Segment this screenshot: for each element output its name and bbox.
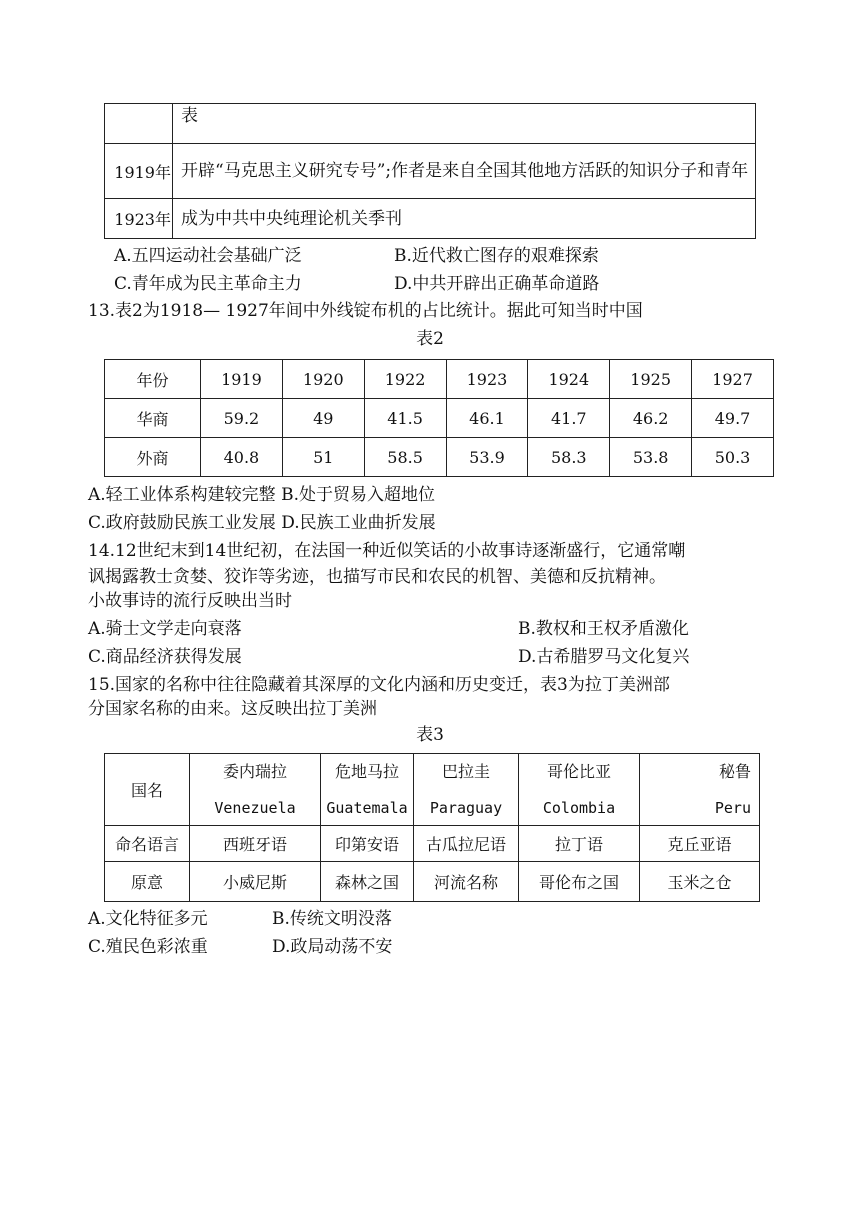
header-cell: 1927 bbox=[692, 360, 774, 399]
q14-option-c: C.商品经济获得发展 bbox=[88, 647, 242, 667]
header-cell: 1923 bbox=[446, 360, 528, 399]
table-cell: 41.5 bbox=[364, 399, 446, 438]
table-2-caption: 表2 bbox=[416, 329, 444, 349]
question-13-stem: 13.表2为1918— 1927年间中外线锭布机的占比统计。据此可知当时中国 bbox=[88, 301, 643, 321]
description-cell: 成为中共中央纯理论机关季刊 bbox=[173, 199, 756, 239]
row-label-cell: 命名语言 bbox=[105, 826, 190, 862]
row-label-cell: 外商 bbox=[105, 438, 201, 477]
table-row bbox=[105, 754, 760, 826]
question-14-stem-line: 14.12世纪末到14世纪初，在法国一种近似笑话的小故事诗逐渐盛行，它通常嘲 bbox=[88, 541, 686, 561]
country-name-en: Paraguay bbox=[429, 798, 503, 817]
history-table bbox=[104, 103, 756, 239]
table-cell: 克丘亚语 bbox=[640, 826, 760, 862]
year-cell bbox=[105, 104, 173, 144]
q14-option-b: B.教权和王权矛盾激化 bbox=[518, 619, 689, 639]
country-name-en: Venezuela bbox=[214, 798, 296, 817]
table-row bbox=[105, 862, 760, 902]
header-cell: 1925 bbox=[610, 360, 692, 399]
q12-option-c: C.青年成为民主革命主力 bbox=[114, 274, 302, 294]
table-cell: 森林之国 bbox=[321, 862, 414, 902]
table-row bbox=[105, 438, 774, 477]
description-cell: 开辟“马克思主义研究专号”;作者是来自全国其他地方活跃的知识分子和青年 bbox=[173, 144, 756, 199]
country-name-cn: 危地马拉 bbox=[334, 761, 399, 781]
table-cell: 拉丁语 bbox=[519, 826, 640, 862]
table-header-row bbox=[105, 360, 774, 399]
table-cell: 58.5 bbox=[364, 438, 446, 477]
q12-option-a: A.五四运动社会基础广泛 bbox=[114, 246, 302, 266]
table-cell: 玉米之仓 bbox=[640, 862, 760, 902]
year-cell: 1919年 bbox=[105, 144, 173, 199]
question-15-stem-line: 15.国家的名称中往往隐藏着其深厚的文化内涵和历史变迁，表3为拉丁美洲部 bbox=[88, 675, 670, 695]
q14-option-d: D.古希腊罗马文化复兴 bbox=[518, 647, 690, 667]
year-cell: 1923年 bbox=[105, 199, 173, 239]
table-3-caption: 表3 bbox=[416, 725, 444, 745]
table-row bbox=[105, 199, 756, 239]
q15-option-a: A.文化特征多元 bbox=[88, 909, 208, 929]
table-cell: 西班牙语 bbox=[190, 826, 321, 862]
table-cell: 59.2 bbox=[201, 399, 283, 438]
row-label-cell: 国名 bbox=[105, 754, 190, 826]
q12-option-d: D.中共开辟出正确革命道路 bbox=[394, 274, 600, 294]
question-15-stem-line: 分国家名称的由来。这反映出拉丁美洲 bbox=[88, 699, 377, 719]
row-label-cell: 华商 bbox=[105, 399, 201, 438]
table-cell: 印第安语 bbox=[321, 826, 414, 862]
table-row bbox=[105, 104, 756, 144]
country-cell bbox=[414, 754, 519, 826]
table-row bbox=[105, 144, 756, 199]
country-cell bbox=[640, 754, 760, 826]
table-cell: 53.8 bbox=[610, 438, 692, 477]
question-14-stem-line: 讽揭露教士贪婪、狡诈等劣迹，也描写市民和农民的机智、美德和反抗精神。 bbox=[88, 567, 666, 587]
header-cell: 年份 bbox=[105, 360, 201, 399]
q14-option-a: A.骑士文学走向衰落 bbox=[88, 619, 242, 639]
q13-options-line-1: A.轻工业体系构建较完整 B.处于贸易入超地位 bbox=[88, 485, 435, 505]
table-cell: 40.8 bbox=[201, 438, 283, 477]
description-cell: 表 bbox=[173, 104, 756, 144]
q12-option-b: B.近代救亡图存的艰难探索 bbox=[394, 246, 599, 266]
header-cell: 1924 bbox=[528, 360, 610, 399]
header-cell: 1920 bbox=[282, 360, 364, 399]
table-cell: 河流名称 bbox=[414, 862, 519, 902]
country-name-table bbox=[104, 753, 760, 902]
header-cell: 1919 bbox=[201, 360, 283, 399]
country-name-en: Guatemala bbox=[326, 798, 408, 817]
table-cell: 53.9 bbox=[446, 438, 528, 477]
table-cell: 小威尼斯 bbox=[190, 862, 321, 902]
table-row bbox=[105, 399, 774, 438]
table-cell: 50.3 bbox=[692, 438, 774, 477]
country-name-cn: 秘鲁 bbox=[718, 761, 751, 781]
row-label-cell: 原意 bbox=[105, 862, 190, 902]
country-name-cn: 巴拉圭 bbox=[441, 761, 490, 781]
table-cell: 49.7 bbox=[692, 399, 774, 438]
table-cell: 46.1 bbox=[446, 399, 528, 438]
table-cell: 58.3 bbox=[528, 438, 610, 477]
country-name-en: Peru bbox=[714, 798, 751, 817]
table-cell: 46.2 bbox=[610, 399, 692, 438]
country-cell bbox=[321, 754, 414, 826]
country-cell bbox=[519, 754, 640, 826]
country-cell bbox=[190, 754, 321, 826]
spindle-loom-share-table bbox=[104, 359, 774, 477]
country-name-cn: 哥伦比亚 bbox=[546, 761, 611, 781]
q15-option-b: B.传统文明没落 bbox=[272, 909, 392, 929]
q15-option-c: C.殖民色彩浓重 bbox=[88, 937, 208, 957]
country-name-en: Colombia bbox=[542, 798, 616, 817]
q13-options-line-2: C.政府鼓励民族工业发展 D.民族工业曲折发展 bbox=[88, 513, 436, 533]
table-cell: 51 bbox=[282, 438, 364, 477]
country-name-cn: 委内瑞拉 bbox=[222, 761, 287, 781]
table-cell: 41.7 bbox=[528, 399, 610, 438]
table-row bbox=[105, 826, 760, 862]
table-cell: 古瓜拉尼语 bbox=[414, 826, 519, 862]
q15-option-d: D.政局动荡不安 bbox=[272, 937, 393, 957]
table-cell: 哥伦布之国 bbox=[519, 862, 640, 902]
header-cell: 1922 bbox=[364, 360, 446, 399]
table-cell: 49 bbox=[282, 399, 364, 438]
question-14-stem-line: 小故事诗的流行反映出当时 bbox=[88, 591, 292, 611]
